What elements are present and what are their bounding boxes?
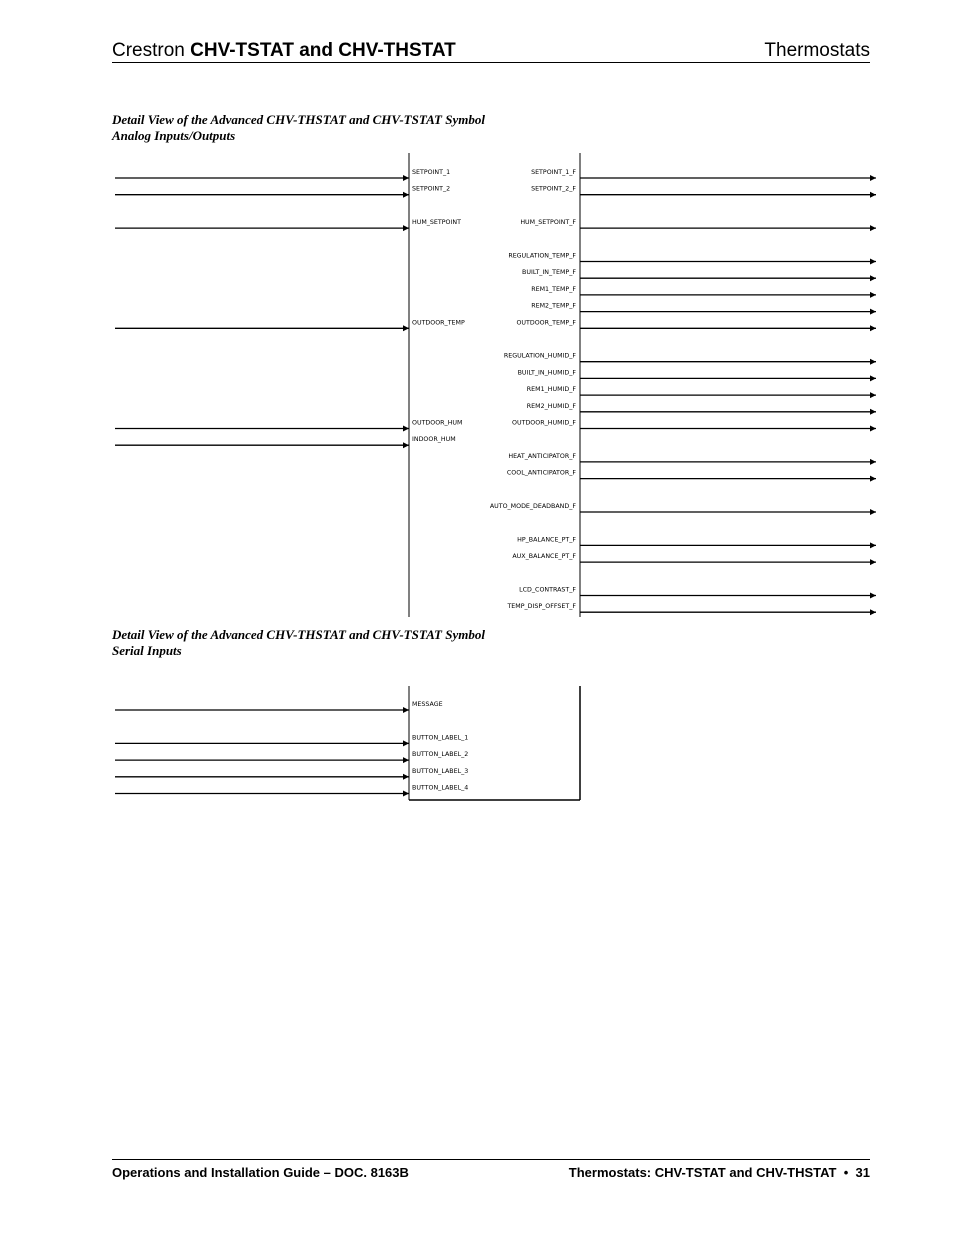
serial-input-arrow [403,774,409,780]
footer-bullet: • [843,1165,849,1180]
serial-input-label: BUTTON_LABEL_2 [412,751,469,759]
analog-output-arrow [870,175,876,181]
analog-output-label: SETPOINT_1_F [531,169,576,176]
analog-output-label: HP_BALANCE_PT_F [517,536,576,544]
analog-input-label: INDOOR_HUM [412,436,456,444]
analog-output-arrow [870,426,876,432]
analog-input-arrow [403,175,409,181]
analog-output-label: TEMP_DISP_OFFSET_F [507,603,576,611]
serial-input-label: BUTTON_LABEL_1 [412,734,469,742]
analog-output-arrow [870,192,876,198]
analog-output-arrow [870,409,876,415]
analog-output-arrow [870,593,876,599]
analog-output-arrow [870,392,876,398]
analog-output-label: REGULATION_HUMID_F [503,352,576,360]
analog-input-arrow [403,426,409,432]
analog-caption [112,112,485,144]
analog-input-label: SETPOINT_1 [412,169,451,176]
serial-input-label: BUTTON_LABEL_3 [412,767,469,775]
analog-output-label: HUM_SETPOINT_F [520,219,576,227]
analog-input-label: SETPOINT_2 [412,185,451,193]
analog-output-label: REGULATION_TEMP_F [508,252,576,260]
analog-output-arrow [870,542,876,548]
analog-output-label: OUTDOOR_HUMID_F [512,419,576,427]
analog-output-label: REM1_HUMID_F [526,386,576,394]
analog-output-label: OUTDOOR_TEMP_F [516,319,576,327]
analog-output-arrow [870,259,876,265]
analog-output-label: BUILT_IN_TEMP_F [522,269,576,277]
analog-output-arrow [870,559,876,565]
analog-output-arrow [870,309,876,315]
footer-section: Thermostats: CHV-TSTAT and CHV-THSTAT [568,1165,837,1180]
analog-output-label: REM2_TEMP_F [531,302,576,310]
serial-caption-line1: Detail View of the Advanced CHV-THSTAT and CHV-TSTAT Symbol [112,627,485,642]
page-header [112,38,870,63]
serial-input-label: MESSAGE [412,701,443,708]
analog-input-arrow [403,192,409,198]
analog-output-arrow [870,459,876,465]
footer-page-number: 31 [855,1165,870,1180]
analog-output-label: AUTO_MODE_DEADBAND_F [489,503,576,510]
analog-output-arrow [870,275,876,281]
analog-input-arrow [403,442,409,448]
analog-output-arrow [870,359,876,365]
header-brand: Crestron [112,40,185,61]
serial-input-arrow [403,740,409,746]
serial-input-label: BUTTON_LABEL_4 [412,784,469,792]
analog-input-label: OUTDOOR_TEMP [412,319,465,327]
header-title [112,40,456,62]
footer-doc: Operations and Installation Guide – DOC. 8163B [112,1165,409,1180]
analog-caption-line2: Analog Inputs/Outputs [112,128,236,143]
analog-output-label: AUX_BALANCE_PT_F [512,553,576,561]
analog-output-arrow [870,375,876,381]
analog-output-arrow [870,509,876,515]
analog-output-arrow [870,609,876,615]
analog-caption-line1: Detail View of the Advanced CHV-THSTAT and CHV-TSTAT Symbol [112,112,485,127]
analog-output-label: BUILT_IN_HUMID_F [517,369,576,377]
footer-page-info [569,1165,870,1180]
analog-output-label: COOL_ANTICIPATOR_F [506,469,576,477]
analog-output-label: REM2_HUMID_F [526,402,576,410]
analog-input-arrow [403,325,409,331]
analog-output-label: REM1_TEMP_F [531,285,576,293]
header-product: CHV-TSTAT and CHV-THSTAT [190,40,456,61]
analog-input-label: OUTDOOR_HUM [412,419,463,427]
serial-input-arrow [403,707,409,713]
analog-output-arrow [870,325,876,331]
analog-input-arrow [403,225,409,231]
analog-output-label: SETPOINT_2_F [531,185,576,193]
analog-output-arrow [870,292,876,298]
analog-output-label: LCD_CONTRAST_F [519,586,576,594]
serial-caption [112,627,485,659]
header-section: Thermostats [764,40,870,61]
page-footer [112,1159,870,1182]
serial-input-arrow [403,757,409,763]
analog-output-label: HEAT_ANTICIPATOR_F [508,452,576,460]
analog-input-label: HUM_SETPOINT [412,219,461,227]
analog-output-arrow [870,225,876,231]
serial-caption-line2: Serial Inputs [112,643,182,658]
analog-output-arrow [870,476,876,482]
serial-input-arrow [403,791,409,797]
